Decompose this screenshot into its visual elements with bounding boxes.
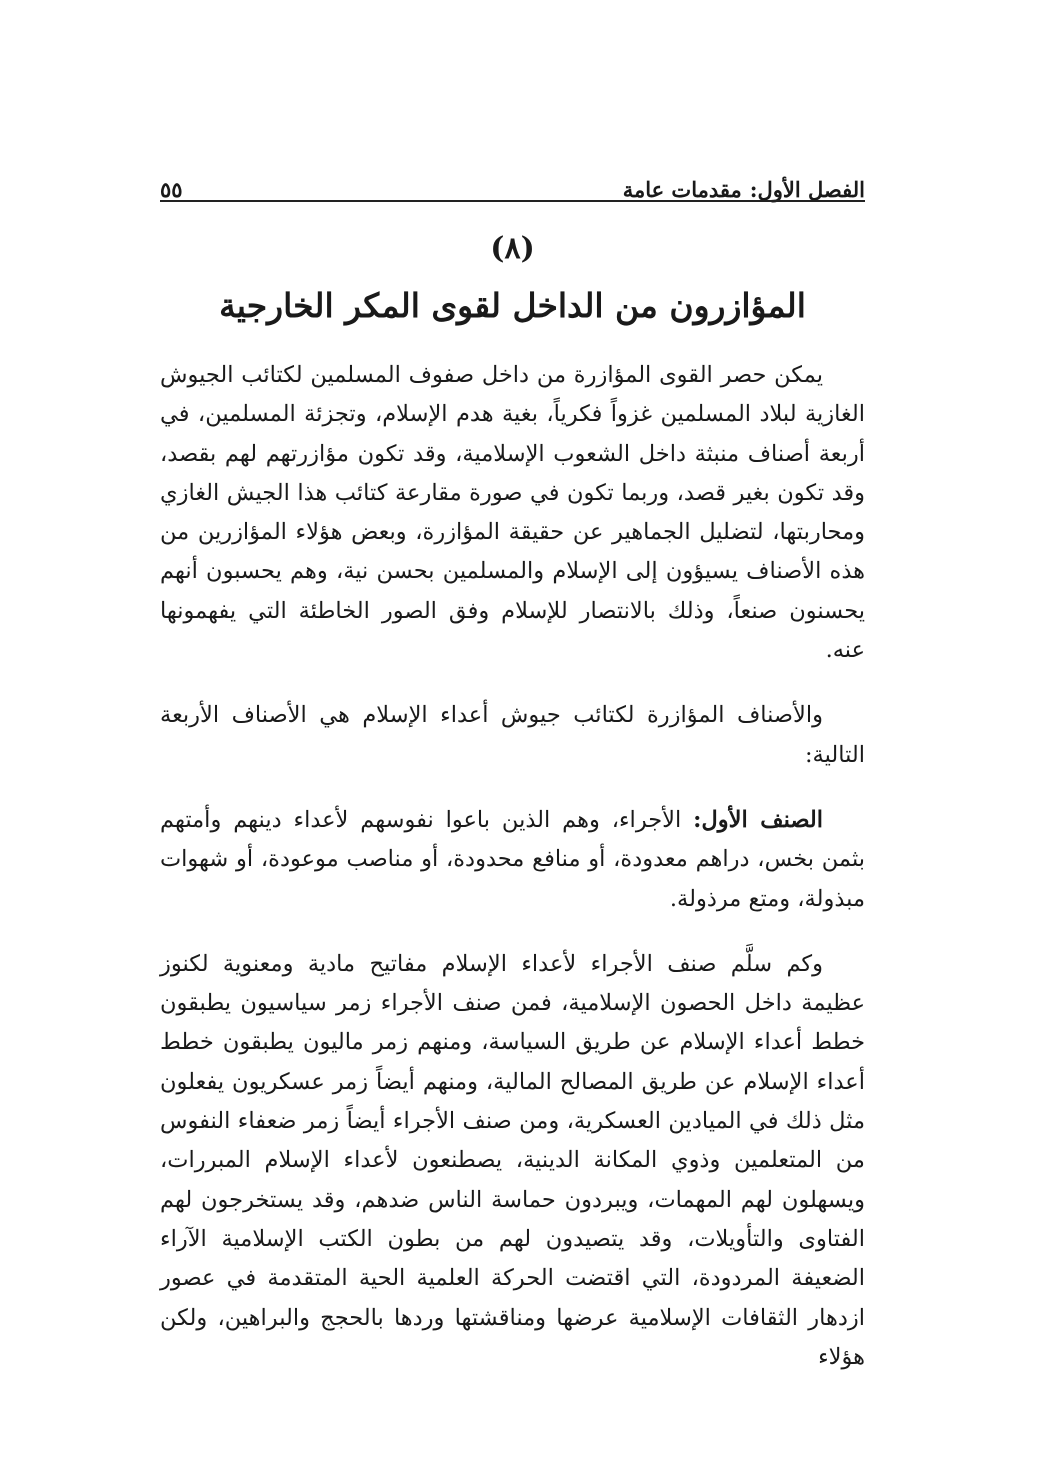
section-title: المؤازرون من الداخل لقوى المكر الخارجية [219,286,806,325]
paragraph-categories-intro: والأصناف المؤازرة لكتائب جيوش أعداء الإسلام هي الأصناف الأربعة التالية: [160,702,865,768]
page-number: ٥٥ [160,177,183,202]
paragraph-category-one [160,801,865,919]
paragraph-intro: يمكن حصر القوى المؤازرة من داخل صفوف المسلمين لكتائب الجيوش الغازية لبلاد المسلمين غزواً فكرياً، بغية هدم الإسلام، وتجزئة المسلمين، في أربعة أصناف منبثة داخل الشعوب الإسلامية، وقد تكون مؤازرتهم لهم بقصد، وقد تكون بغير قصد، وربما تكون في صورة مقارعة كتائب هذا الجيش الغازي ومحاربتها، لتضليل الجماهير عن حقيقة المؤازرة، وبعض هؤلاء المؤازرين من هذه الأصناف يسيؤون إلى الإسلام والمسلمين بحسن نية، وهم يحسبون أنهم يحسنون صنعاً، وذلك بالانتصار للإسلام وفق الصور الخاطئة التي يفهمونها عنه. [160,362,865,664]
category-one-label: الصنف الأول: [693,806,823,833]
chapter-heading [623,177,865,202]
chapter-title: مقدمات عامة [622,177,742,202]
chapter-label: الفصل الأول: [749,177,865,202]
section-number: (٨) [490,231,535,266]
category-one-text: الأجراء، وهم الذين باعوا نفوسهم لأعداء دينهم وأمتهم بثمن بخس، دراهم معدودة، أو منافع محدودة، أو مناصب موعودة، أو شهوات مبذولة، ومتع مرذولة. [160,806,865,912]
book-page [160,0,865,1481]
header-divider [160,200,865,202]
paragraph-mercenaries: وكم سلَّم صنف الأجراء لأعداء الإسلام مفاتيح مادية ومعنوية لكنوز عظيمة داخل الحصون الإسلامية، فمن صنف الأجراء زمر سياسيون يطبقون خطط أعداء الإسلام عن طريق السياسة، ومنهم زمر ماليون يطبقون خطط أعداء الإسلام عن طريق المصالح المالية، ومنهم أيضاً زمر عسكريون يفعلون مثل ذلك في الميادين العسكرية، ومن صنف الأجراء أيضاً زمر ضعفاء النفوس من المتعلمين وذوي المكانة الدينية، يصطنعون لأعداء الإسلام المبررات، ويسهلون لهم المهمات، ويبردون حماسة الناس ضدهم، وقد يستخرجون لهم الفتاوى والتأويلات، وقد يتصيدون لهم من بطون الكتب الإسلامية الآراء الضعيفة المردودة، التي اقتضت الحركة العلمية الحية المتقدمة في عصور ازدهار الثقافات الإسلامية عرضها ومناقشتها وردها بالحجج والبراهين، ولكن هؤلاء [160,950,865,1370]
running-header [160,168,865,202]
body-text [160,356,865,1377]
